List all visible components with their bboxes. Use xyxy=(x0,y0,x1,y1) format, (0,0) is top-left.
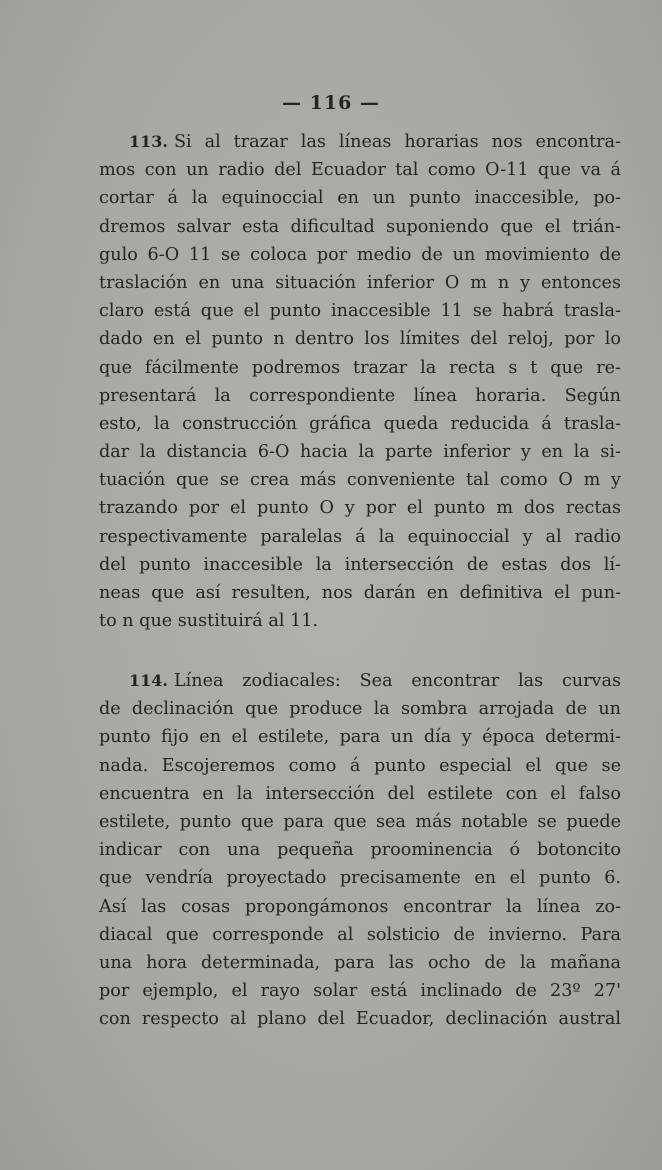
text-line: indicar con una pequeña proominencia ó botoncito xyxy=(99,840,621,861)
text-line: 114. Línea zodiacales: Sea encontrar las curvas xyxy=(129,671,621,691)
text-line: tuación que se crea más conveniente tal como O m y xyxy=(99,470,621,491)
paragraph-114 xyxy=(99,667,621,1033)
text-line: cortar á la equinoccial en un punto inaccesible, po- xyxy=(99,188,621,209)
text-line: to n que sustituirá al 11. xyxy=(99,611,319,632)
text-line: que fácilmente podremos trazar la recta s t que re- xyxy=(99,357,621,378)
page-number: — 116 — xyxy=(282,92,380,114)
text-line: de declinación que produce la sombra arrojada de un xyxy=(99,699,621,720)
text-line: trazando por el punto O y por el punto m dos rectas xyxy=(99,498,621,519)
section-number: 113. xyxy=(129,132,168,151)
text-line: Así las cosas propongámonos encontrar la línea zo- xyxy=(99,896,621,917)
text-line: encuentra en la intersección del estilete con el falso xyxy=(99,783,621,804)
text-line: diacal que corresponde al solsticio de invierno. Para xyxy=(99,924,621,945)
text-line: esto, la construcción gráfica queda reducida á trasla- xyxy=(99,413,621,434)
text-line: neas que así resulten, nos darán en definitiva el pun- xyxy=(99,583,621,603)
text-line: por ejemplo, el rayo solar está inclinado de 23º 27' xyxy=(99,981,621,1002)
text-line: punto fijo en el estilete, para un día y época determi- xyxy=(99,727,621,748)
text-line: dremos salvar esta dificultad suponiendo que el trián- xyxy=(99,216,621,237)
text-line: dar la distancia 6-O hacia la parte inferior y en la si- xyxy=(99,442,621,463)
text-line: que vendría proyectado precisamente en el punto 6. xyxy=(99,868,621,889)
text-line: dado en el punto n dentro los límites del reloj, por lo xyxy=(99,329,621,350)
text-line: 113. Si al trazar las líneas horarias nos encontra- xyxy=(129,132,621,152)
text-line: con respecto al plano del Ecuador, declinación austral xyxy=(99,1009,621,1030)
text-line: traslación en una situación inferior O m n y entonces xyxy=(99,272,621,293)
paragraph-113 xyxy=(99,128,621,635)
text-line: respectivamente paralelas á la equinoccial y al radio xyxy=(99,526,621,547)
section-number: 114. xyxy=(129,671,168,690)
text-line: estilete, punto que para que sea más notable se puede xyxy=(99,811,621,832)
text-line: presentará la correspondiente línea horaria. Según xyxy=(99,385,621,406)
text-line: nada. Escojeremos como á punto especial el que se xyxy=(99,755,621,776)
text-line: del punto inaccesible la intersección de estas dos lí- xyxy=(99,554,621,575)
text-line: gulo 6-O 11 se coloca por medio de un movimiento de xyxy=(99,244,621,265)
text-line: una hora determinada, para las ocho de la mañana xyxy=(99,952,621,973)
text-line: mos con un radio del Ecuador tal como O-11 que va á xyxy=(99,160,621,181)
text-line: claro está que el punto inaccesible 11 se habrá trasla- xyxy=(99,301,621,322)
